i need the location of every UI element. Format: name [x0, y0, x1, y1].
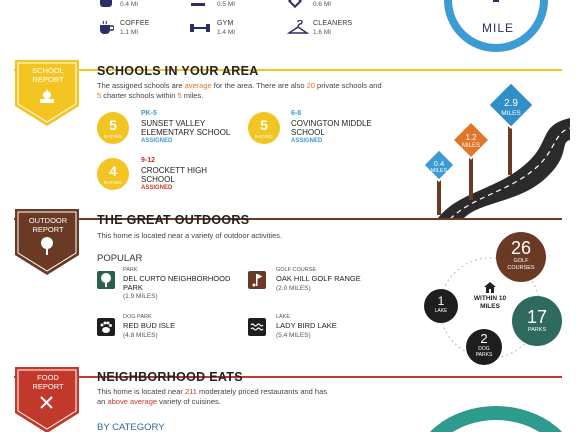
outdoor-badge-label: OUTDOOR REPORT	[28, 216, 68, 234]
food-donut-chart	[400, 396, 576, 432]
amenity-value: 1.4 MI	[217, 29, 236, 36]
food-title: NEIGHBORHOOD EATS	[97, 370, 243, 384]
place-name[interactable]: DEL CURTO NEIGHBORHOOD PARK	[123, 274, 231, 292]
schools-title: SCHOOLS IN YOUR AREA	[97, 64, 259, 78]
dial-label: MILE	[482, 21, 515, 35]
place-name[interactable]: RED BUD ISLE	[123, 321, 176, 330]
lake-count: 1 LAKE	[424, 289, 458, 323]
within-label: WITHIN 10 MILES	[473, 295, 507, 310]
school-rating-badge: 4 RATING	[97, 158, 129, 190]
school-rating-badge: 5 RATING	[97, 112, 129, 144]
food-description: This home is located near 211 moderately priced restaurants and has an above average variety of cuisines.	[97, 387, 328, 406]
popular-heading: POPULAR	[97, 253, 143, 264]
amenity-value: 0.6 MI	[313, 1, 332, 8]
home-icon	[484, 282, 496, 293]
sign-value: 1.2	[465, 133, 477, 142]
place-type: LAKE	[276, 314, 291, 320]
school-name[interactable]: COVINGTON MIDDLE SCHOOL	[291, 119, 372, 137]
amenity-value: 1.6 MI	[313, 29, 332, 36]
sign-value: 2.9	[504, 98, 518, 109]
school-grade: 6-8	[291, 110, 302, 117]
dog-parks-count: 2 DOG PARKS	[466, 329, 502, 365]
place-type: PARK	[123, 267, 138, 273]
amenity-label: COFFEE	[120, 20, 150, 27]
place-type: DOG PARK	[123, 314, 152, 320]
golf-courses-count: 26 GOLF COURSES	[496, 232, 546, 282]
book-apple-icon	[38, 88, 56, 106]
tree-icon	[40, 237, 54, 255]
coffee-icon	[98, 20, 114, 36]
school-name[interactable]: SUNSET VALLEY ELEMENTARY SCHOOL	[141, 119, 231, 137]
amenity-value: 0.5 MI	[217, 1, 236, 8]
sign-unit: MILES	[461, 143, 480, 149]
fork-knife-icon	[38, 394, 56, 412]
golf-icon	[248, 271, 266, 289]
paw-icon	[97, 318, 115, 336]
place-distance: (1.9 MILES)	[123, 293, 158, 300]
amenity-value: 1.1 MI	[120, 29, 139, 36]
road-illustration	[420, 80, 570, 220]
hanger-icon	[287, 20, 309, 36]
dumbbell-icon	[190, 22, 210, 34]
sign-unit: MILES	[501, 110, 521, 117]
tag-icon	[288, 0, 302, 8]
parks-count: 17 PARKS	[512, 296, 562, 346]
school-status: ASSIGNED	[141, 138, 173, 144]
outdoors-description: This home is located near a variety of outdoor activities.	[97, 231, 283, 240]
amenity-value: 0.4 MI	[120, 1, 139, 8]
place-distance: (5.4 MILES)	[276, 332, 311, 339]
tree-icon	[97, 271, 115, 289]
outdoors-title: THE GREAT OUTDOORS	[97, 213, 250, 227]
sign-value: 0.4	[433, 159, 445, 168]
sign-unit: MILES	[430, 168, 448, 174]
school-grade: PK-5	[141, 110, 157, 117]
fitness-icon	[191, 0, 205, 6]
food-badge-label: FOOD REPORT	[32, 373, 64, 391]
school-name[interactable]: CROCKETT HIGH SCHOOL	[141, 166, 208, 184]
school-grade: 9-12	[141, 157, 156, 164]
amenity-label: CLEANERS	[313, 20, 353, 27]
school-status: ASSIGNED	[141, 185, 173, 191]
place-name[interactable]: LADY BIRD LAKE	[276, 321, 337, 330]
school-rating-badge: 5 RATING	[248, 112, 280, 144]
place-distance: (4.8 MILES)	[123, 332, 158, 339]
water-icon	[248, 318, 266, 336]
place-type: GOLF COURSE	[276, 267, 317, 273]
grocery-icon	[100, 0, 112, 7]
place-distance: (2.0 MILES)	[276, 285, 311, 292]
school-badge-label: SCHOOL REPORT	[32, 66, 64, 84]
by-category-heading: BY CATEGORY	[97, 422, 165, 432]
schools-description: The assigned schools are average for the area. There are also 20 private schools and 5 charter schools within 5 miles.	[97, 81, 382, 100]
place-name[interactable]: OAK HILL GOLF RANGE	[276, 274, 361, 283]
amenity-label: GYM	[217, 20, 234, 27]
school-status: ASSIGNED	[291, 138, 323, 144]
